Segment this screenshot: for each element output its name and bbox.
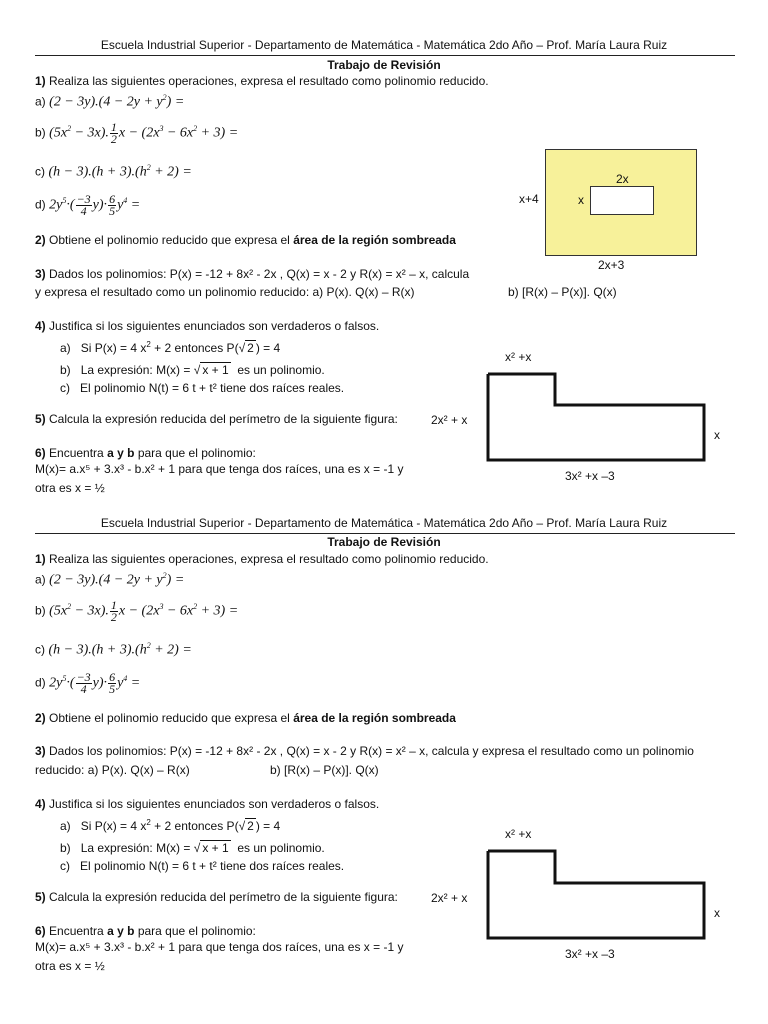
q1d-expression: d) $2y^5\cdot$( $\frac{-3}{4}$ y)· $\frac{6}{5}$ $y^4$ = [35, 192, 141, 218]
page-header-2: Escuela Industrial Superior - Departamento de Matemática - Matemática 2do Año – Prof. María Laura Ruiz [100, 516, 668, 530]
step-bottom-label-2: 3x² +x –3 [565, 947, 615, 961]
q2-statement: 2) Obtiene el polinomio reducido que expresa el área de la región sombreada [35, 233, 456, 247]
q1d-expression-2: d) $2y^5\cdot$( $\frac{-3}{4}$ y)· $\frac{6}{5}$ $y^4$ = [35, 670, 141, 696]
q6-statement: 6) Encuentra a y b para que el polinomio: [35, 446, 256, 460]
q5-statement: 5) Calcula la expresión reducida del perímetro de la siguiente figura: [35, 412, 398, 426]
q3-statement-2: 3) Dados los polinomios: P(x) = -12 + 8x² - 2x , Q(x) = x - 2 y R(x) = x² – x, calcula y expresa el resultado como un polinomio [35, 744, 694, 758]
q6-statement-2-line2: M(x)= a.x⁵ + 3.x³ - b.x² + 1 para que tenga dos raíces, una es x = -1 y [35, 940, 404, 954]
step-right-label: x [714, 428, 720, 442]
step-bottom-label: 3x² +x –3 [565, 469, 615, 483]
q4b-item-2: b) La expresión: M(x) = √ x + 1 es un polinomio. [60, 841, 325, 855]
step-top-label-2: x² +x [505, 827, 532, 841]
q4b-item: b) La expresión: M(x) = √ x + 1 es un polinomio. [60, 363, 325, 377]
step-right-label-2: x [714, 906, 720, 920]
q1a-expression-2: a) $(2 - 3y).(4 - 2y + y^2)$ = [35, 571, 185, 588]
q6-statement-line3: otra es x = ½ [35, 481, 105, 495]
q5-statement-2: 5) Calcula la expresión reducida del perímetro de la siguiente figura: [35, 890, 398, 904]
outer-height-label: x+4 [519, 192, 539, 206]
q3-statement-line2: y expresa el resultado como un polinomio reducido: a) P(x). Q(x) – R(x) [35, 285, 415, 299]
worksheet-title: Trabajo de Revisión [327, 58, 441, 72]
inner-height-label: x [578, 193, 584, 207]
worksheet-title-2: Trabajo de Revisión [327, 535, 441, 549]
q2-statement-2: 2) Obtiene el polinomio reducido que expresa el área de la región sombreada [35, 711, 456, 725]
q1b-expression: b) $(5x^2 - 3x)$. $\frac{1}{2}$ $x - (2x^3 - 6x^2 + 3)$ = [35, 120, 239, 146]
q6-statement-line2: M(x)= a.x⁵ + 3.x³ - b.x² + 1 para que tenga dos raíces, una es x = -1 y [35, 462, 404, 476]
q6-statement-2: 6) Encuentra a y b para que el polinomio: [35, 924, 256, 938]
q6-statement-2-line3: otra es x = ½ [35, 959, 105, 973]
q1c-expression-2: c) $(h - 3).(h + 3).(h^2 + 2)$ = [35, 641, 192, 658]
outer-width-label: 2x+3 [598, 258, 625, 272]
q1a-expression: a) $(2 - 3y).(4 - 2y + y^2)$ = [35, 93, 185, 110]
step-polygon-bottom [488, 851, 704, 938]
q4-statement: 4) Justifica si los siguientes enunciados son verdaderos o falsos. [35, 319, 380, 333]
q4a-item-2: a) Si P(x) = 4 $x^2 + 2$ entonces P(√ 2 ) = 4 [60, 818, 281, 833]
q3-statement: 3) Dados los polinomios: P(x) = -12 + 8x² - 2x , Q(x) = x - 2 y R(x) = x² – x, calcula [35, 267, 470, 281]
q1c-expression: c) $(h - 3).(h + 3).(h^2 + 2)$ = [35, 163, 192, 180]
q4a-item: a) Si P(x) = 4 $x^2 + 2$ entonces P(√ 2 ) = 4 [60, 340, 281, 355]
q3-statement-2-line2: reducido: a) P(x). Q(x) – R(x) [35, 763, 190, 777]
q4c-item: c) El polinomio N(t) = 6 t + t² tiene dos raíces reales. [60, 381, 345, 395]
page-header: Escuela Industrial Superior - Departamento de Matemática - Matemática 2do Año – Prof. María Laura Ruiz [100, 38, 668, 52]
q4c-item-2: c) El polinomio N(t) = 6 t + t² tiene dos raíces reales. [60, 859, 345, 873]
step-top-label: x² +x [505, 350, 532, 364]
q3-item-b: b) [R(x) – P(x)]. Q(x) [508, 285, 617, 299]
step-left-label: 2x² + x [431, 413, 468, 427]
q1-statement: 1) Realiza las siguientes operaciones, expresa el resultado como polinomio reducido. [35, 74, 489, 88]
q3-item-b-2: b) [R(x) – P(x)]. Q(x) [270, 763, 379, 777]
q1-statement-2: 1) Realiza las siguientes operaciones, expresa el resultado como polinomio reducido. [35, 552, 489, 566]
q1b-expression-2: b) $(5x^2 - 3x)$. $\frac{1}{2}$ $x - (2x^3 - 6x^2 + 3)$ = [35, 598, 239, 624]
inner-width-label: 2x [616, 172, 629, 186]
step-left-label-2: 2x² + x [431, 891, 468, 905]
q4-statement-2: 4) Justifica si los siguientes enunciados son verdaderos o falsos. [35, 797, 380, 811]
